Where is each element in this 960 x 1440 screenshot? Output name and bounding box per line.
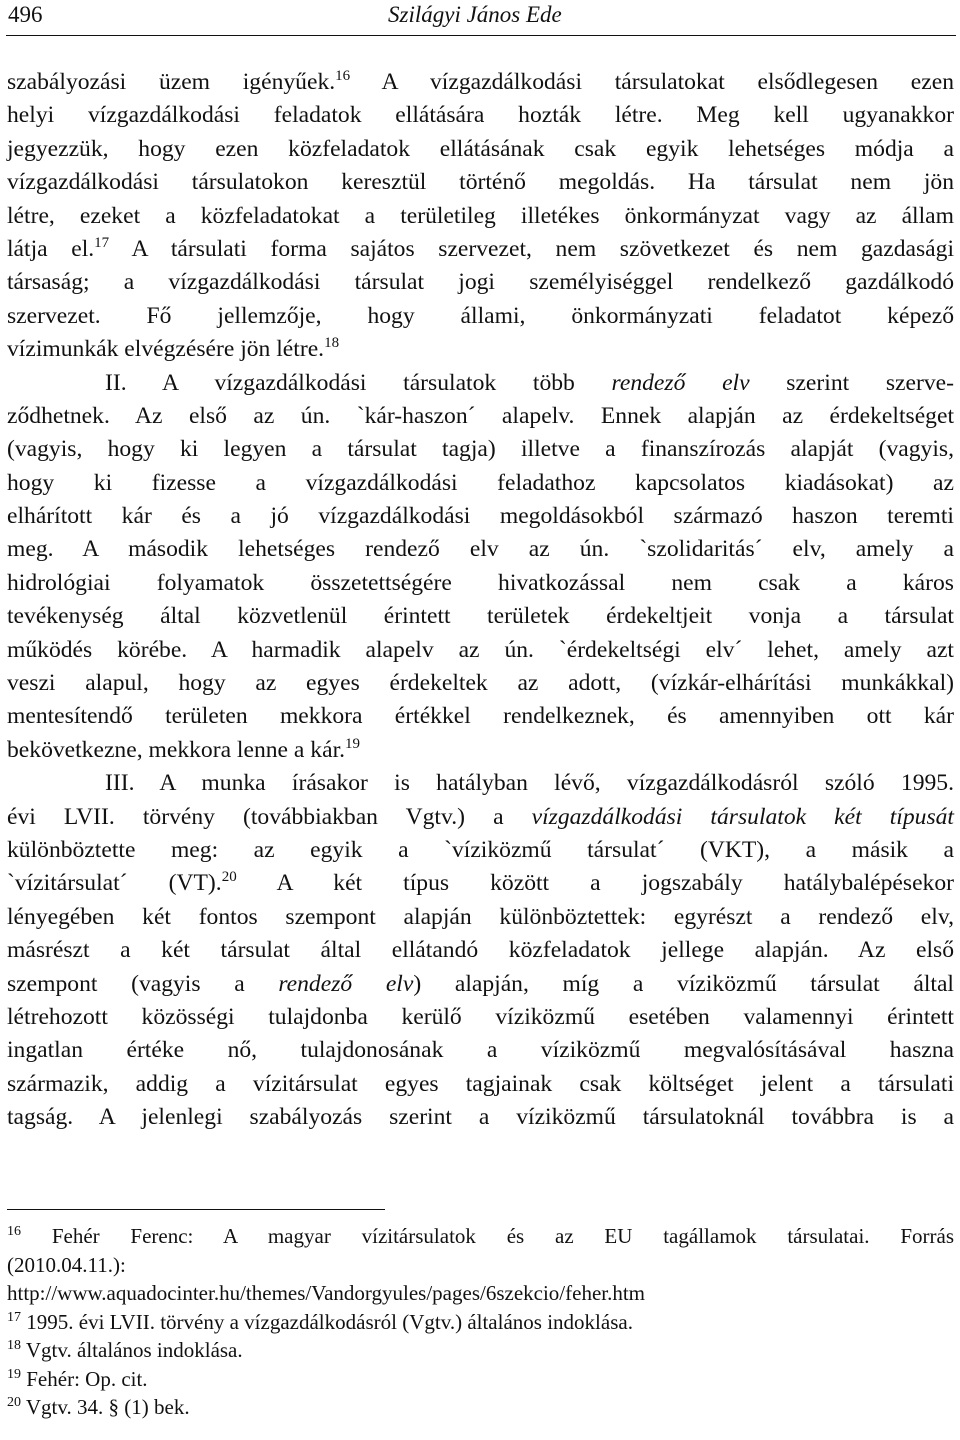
text-line: ződhetnek. Az első az ún. `kár-haszon´ alapelv. Ennek alapján az érdekeltséget: [7, 402, 954, 429]
text-line: különböztette meg: az egyik a `víziközmű társulat´ (VKT), a másik a: [7, 836, 954, 863]
footnote-20: $^{20}$ Vgtv. 34. § (1) bek.: [7, 1395, 190, 1419]
running-head: Szilágyi János Ede: [388, 2, 562, 27]
footnotes: [7, 1222, 954, 1422]
text-line: tevékenység által közvetlenül érintett területek érdekeltjeit vonja a társulat: [7, 603, 954, 630]
text-line: jegyezzük, hogy ezen közfeladatok ellátásának csak egyik lehetséges módja a: [7, 135, 954, 162]
page-number: 496: [8, 2, 43, 27]
footnote-19: $^{19}$ Fehér: Op. cit.: [7, 1366, 148, 1391]
footnote-separator: [7, 1209, 385, 1210]
footnote-18: $^{18}$ Vgtv. általános indoklása.: [7, 1338, 243, 1362]
text-line: veszi alapul, hogy az egyes érdekeltek az adott, (vízkár-elhárítási munkákkal): [7, 670, 954, 697]
text-line: létre, ezeket a közfeladatokat a területileg illetékes önkormányzat vagy az állam: [7, 202, 954, 229]
body-text: [7, 66, 954, 1135]
text-line: társaság; a vízgazdálkodási társulat jogi személyiséggel rendelkező gazdálkodó: [7, 269, 954, 296]
footnote-number: 19: [7, 1366, 21, 1382]
text-line: `vízitársulat´ (VT).$^{20}$ A két típus között a jogszabály hatálybalépésekor: [7, 869, 955, 897]
italic-term: rendező elv: [278, 970, 414, 997]
text-line: (vagyis, hogy ki legyen a társulat tagja) illetve a finanszírozás alapját (vagyis,: [7, 436, 954, 463]
footnote-ref[interactable]: 17: [94, 234, 110, 251]
footnote-ref[interactable]: 19: [345, 735, 361, 752]
text-line: másrészt a két társulat által ellátandó közfeladatok jellege alapján. Az első: [7, 937, 954, 964]
text-line: szabályozási üzem igényűek.$^{16}$ A vízgazdálkodási társulatokat elsődlegesen ezen: [7, 68, 954, 95]
text-line: hogy ki fizesse a vízgazdálkodási feladathoz kapcsolatos kiadásokat) az: [7, 469, 954, 496]
footnote-link[interactable]: http://www.aquadocinter.hu/themes/Vandorgyules/pages/6szekcio/feher.htm: [7, 1281, 646, 1305]
footnote-ref[interactable]: 16: [335, 68, 351, 84]
text-line: szempont (vagyis a rendező elv) alapján, míg a víziközmű társulat által: [7, 970, 954, 997]
text-line: III. A munka írásakor is hatályban lévő, vízgazdálkodásról szóló 1995.: [105, 770, 954, 797]
italic-term: rendező elv: [611, 369, 750, 396]
footnote-17: $^{17}$ 1995. évi LVII. törvény a vízgazdálkodásról (Vgtv.) általános indoklása.: [7, 1309, 633, 1334]
text-line: látja el.$^{17}$ A társulati forma sajátos szervezet, nem szövetkezet és nem gazdasági: [7, 234, 955, 262]
footnote-number: 17: [7, 1309, 21, 1325]
text-line: vízimunkák elvégzésére jön létre.$^{18}$: [7, 335, 340, 363]
text-line: II. A vízgazdálkodási társulatok több rendező elv szerint szerve-: [105, 369, 954, 396]
text-line: tagság. A jelenlegi szabályozás szerint a víziközmű társulatoknál továbbra is a: [7, 1104, 954, 1131]
text-line: elhárított kár és a jó vízgazdálkodási megoldásokból származó haszon teremti: [7, 503, 954, 530]
text-line: mentesítendő területen mekkora értékkel rendelkeznek, és amennyiben ott kár: [7, 703, 954, 730]
text-line: működés körébe. A harmadik alapelv az ún. `érdekeltségi elv´ lehet, amely azt: [7, 636, 954, 663]
page-header: [8, 0, 952, 30]
text-line: helyi vízgazdálkodási feladatok ellátására hozták létre. Meg kell ugyanakkor: [7, 102, 954, 129]
text-line: ingatlan értéke nő, tulajdonosának a víziközmű megvalósításával haszna: [7, 1037, 954, 1064]
footnote-number: 16: [7, 1224, 21, 1239]
text-line: hidrológiai folyamatok összetettségére hivatkozással nem csak a káros: [7, 569, 954, 596]
italic-term: vízgazdálkodási társulatok két típusát: [531, 803, 954, 830]
text-line: évi LVII. törvény (továbbiakban Vgtv.) a vízgazdálkodási társulatok két típusát: [7, 803, 954, 830]
text-line: lényegében két fontos szempont alapján különböztettek: egyrészt a rendező elv,: [7, 903, 954, 930]
text-line: meg. A második lehetséges rendező elv az ún. `szolidaritás´ elv, amely a: [7, 536, 954, 563]
footnote-number: 20: [7, 1395, 21, 1410]
footnote-ref[interactable]: 18: [324, 335, 340, 352]
text-line: szervezet. Fő jellemzője, hogy állami, önkormányzati feladatot képező: [7, 302, 954, 329]
footnote-16: $^{16}$ Fehér Ferenc: A magyar vízitársulatok és az EU tagállamok társulatai. Forrás: [7, 1224, 954, 1248]
text-line: létrehozott közösségi tulajdonba kerülő víziközmű esetében valamennyi érintett: [7, 1003, 954, 1030]
text-line: származik, addig a vízitársulat egyes tagjainak csak költséget jelent a társulati: [7, 1070, 954, 1097]
header-rule: [6, 35, 956, 36]
footnote-number: 18: [7, 1338, 21, 1353]
footnote-ref[interactable]: 20: [221, 869, 237, 886]
text-line: vízgazdálkodási társulatokon keresztül történő megoldás. Ha társulat nem jön: [7, 169, 954, 196]
footnote-16-continued: (2010.04.11.):: [7, 1252, 126, 1277]
text-line: bekövetkezne, mekkora lenne a kár.$^{19}$: [7, 735, 361, 763]
